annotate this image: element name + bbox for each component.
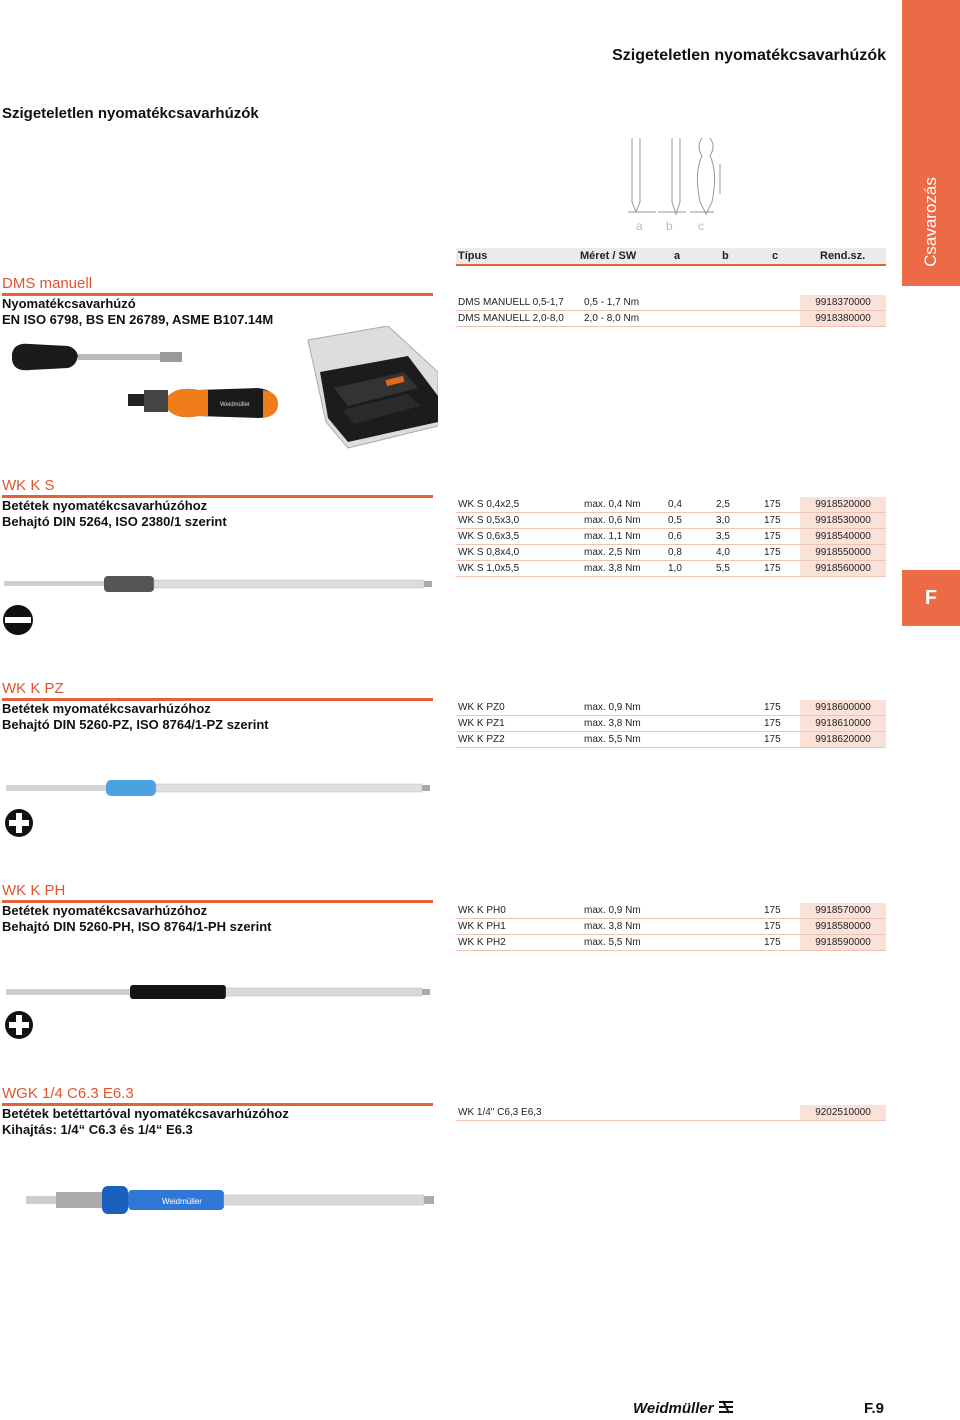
cell-size: max. 2,5 Nm: [584, 547, 641, 558]
chapter-letter-tab: F: [902, 570, 960, 626]
cell-size: max. 5,5 Nm: [584, 937, 641, 948]
table-header: [456, 248, 886, 266]
cell-c: 175: [764, 905, 781, 916]
cell-type: WK S 0,4x2,5: [458, 499, 520, 510]
cell-order-number: 9918600000: [800, 700, 886, 715]
cell-type: WK K PH0: [458, 905, 506, 916]
cell-size: max. 3,8 Nm: [584, 921, 641, 932]
cell-type: WK S 0,6x3,5: [458, 531, 520, 542]
cell-order-number: 9918560000: [800, 561, 886, 576]
table-row: [456, 1105, 886, 1121]
cell-order-number: 9918580000: [800, 919, 886, 934]
table-row: [456, 919, 886, 935]
cell-c: 175: [764, 937, 781, 948]
table-row: [456, 561, 886, 577]
table-row: [456, 311, 886, 327]
cell-size: max. 5,5 Nm: [584, 734, 641, 745]
cell-order-number: 9918610000: [800, 716, 886, 731]
dim-c-label: c: [698, 219, 704, 233]
cell-order-number: 9918540000: [800, 529, 886, 544]
section-subtitle-wkph: [2, 903, 271, 935]
col-b: b: [722, 250, 729, 262]
cell-type: WK K PZ2: [458, 734, 505, 745]
cell-c: 175: [764, 547, 781, 558]
table-row: [456, 732, 886, 748]
table-row: [456, 903, 886, 919]
cell-b: 4,0: [716, 547, 730, 558]
cell-b: 3,5: [716, 531, 730, 542]
weidmuller-logo-icon: [718, 1400, 734, 1414]
holder-brand-label: Weidmüller: [162, 1197, 202, 1206]
cell-a: 0,4: [668, 499, 682, 510]
cell-type: DMS MANUELL 0,5-1,7: [458, 297, 564, 308]
dim-b-label: b: [666, 219, 673, 233]
dim-a-label: a: [636, 219, 643, 233]
cell-size: 2,0 - 8,0 Nm: [584, 313, 640, 324]
cell-c: 175: [764, 921, 781, 932]
cell-order-number: 9202510000: [800, 1105, 886, 1120]
subtitle-line: Behajtó DIN 5260-PH, ISO 8764/1-PH szerint: [2, 919, 272, 934]
table-row: [456, 935, 886, 951]
cell-type: DMS MANUELL 2,0-8,0: [458, 313, 564, 324]
subtitle-line: Betétek myomatékcsavarhúzóhoz: [2, 701, 211, 716]
cell-order-number: 9918550000: [800, 545, 886, 560]
cell-c: 175: [764, 702, 781, 713]
cell-b: 5,5: [716, 563, 730, 574]
cell-type: WK S 0,5x3,0: [458, 515, 520, 526]
table-row: [456, 529, 886, 545]
cell-b: 2,5: [716, 499, 730, 510]
section-subtitle-dms: [2, 296, 273, 328]
cell-c: 175: [764, 734, 781, 745]
page-title: Szigeteletlen nyomatékcsavarhúzók: [2, 105, 259, 122]
cell-order-number: 9918590000: [800, 935, 886, 950]
cell-b: 3,0: [716, 515, 730, 526]
cell-size: max. 3,8 Nm: [584, 563, 641, 574]
col-c: c: [772, 250, 779, 262]
footer-brand-logo: [633, 1400, 734, 1417]
cell-size: max. 1,1 Nm: [584, 531, 641, 542]
subtitle-line: Betétek betéttartóval nyomatékcsavarhúzóhoz: [2, 1106, 289, 1121]
col-order: Rend.sz.: [820, 250, 866, 262]
slotted-tip-icon: [2, 604, 34, 636]
cell-type: WK S 0,8x4,0: [458, 547, 520, 558]
product-table-wgk: [456, 1105, 886, 1121]
page-number: F.9: [864, 1400, 885, 1417]
subtitle-line: Kihajtás: 1/4“ C6.3 és 1/4“ E6.3: [2, 1122, 193, 1137]
table-row: [456, 295, 886, 311]
pozidriv-bit-image: [0, 774, 440, 802]
product-table-wkpz: [456, 700, 886, 748]
col-type: Típus: [458, 250, 488, 262]
subtitle-line: Behajtó DIN 5260-PZ, ISO 8764/1-PZ szerint: [2, 717, 269, 732]
phillips-tip-icon: [4, 1010, 34, 1040]
section-title-wkph: WK K PH: [2, 882, 66, 899]
col-size: Méret / SW: [580, 250, 637, 262]
cell-c: 175: [764, 515, 781, 526]
section-title-wkpz: WK K PZ: [2, 680, 64, 697]
cell-type: WK K PZ0: [458, 702, 505, 713]
col-a: a: [674, 250, 681, 262]
cell-size: 0,5 - 1,7 Nm: [584, 297, 640, 308]
handle-brand-label: Weidmüller: [220, 402, 250, 408]
product-table-wkph: [456, 903, 886, 951]
phillips-bit-image: [0, 978, 440, 1006]
cell-type: WK 1/4" C6,3 E6,3: [458, 1107, 542, 1118]
cell-a: 0,6: [668, 531, 682, 542]
bit-holder-image: [22, 1182, 442, 1218]
cell-size: max. 0,6 Nm: [584, 515, 641, 526]
table-row: [456, 497, 886, 513]
subtitle-line: Betétek nyomatékcsavarhúzóhoz: [2, 903, 208, 918]
section-title-wgk: WGK 1/4 C6.3 E6.3: [2, 1085, 134, 1102]
product-table-dms: [456, 295, 886, 327]
table-row: [456, 545, 886, 561]
slotted-bit-image: [0, 570, 440, 598]
dms-product-image: [8, 326, 438, 456]
cell-type: WK K PH2: [458, 937, 506, 948]
subtitle-line: EN ISO 6798, BS EN 26789, ASME B107.14M: [2, 312, 274, 327]
cell-c: 175: [764, 531, 781, 542]
cell-c: 175: [764, 499, 781, 510]
cell-c: 175: [764, 563, 781, 574]
cell-type: WK S 1,0x5,5: [458, 563, 520, 574]
subtitle-line: Betétek nyomatékcsavarhúzóhoz: [2, 498, 208, 513]
dimension-diagram: [610, 132, 730, 236]
cell-a: 0,5: [668, 515, 682, 526]
cell-size: max. 0,9 Nm: [584, 905, 641, 916]
cell-c: 175: [764, 718, 781, 729]
section-title-dms: DMS manuell: [2, 275, 93, 292]
section-subtitle-wgk: [2, 1106, 289, 1138]
cell-size: max. 0,9 Nm: [584, 702, 641, 713]
cell-order-number: 9918370000: [800, 295, 886, 310]
subtitle-line: Behajtó DIN 5264, ISO 2380/1 szerint: [2, 514, 227, 529]
table-row: [456, 700, 886, 716]
cell-type: WK K PH1: [458, 921, 506, 932]
cell-order-number: 9918570000: [800, 903, 886, 918]
cell-size: max. 3,8 Nm: [584, 718, 641, 729]
cell-a: 0,8: [668, 547, 682, 558]
cell-order-number: 9918530000: [800, 513, 886, 528]
subtitle-line: Nyomatékcsavarhúzó: [2, 296, 136, 311]
cell-size: max. 0,4 Nm: [584, 499, 641, 510]
category-side-tab: [902, 0, 960, 286]
cell-a: 1,0: [668, 563, 682, 574]
footer-brand-text: Weidmüller: [633, 1400, 714, 1417]
cell-order-number: 9918620000: [800, 732, 886, 747]
category-label: Csavarozás: [921, 177, 940, 267]
cell-order-number: 9918380000: [800, 311, 886, 326]
section-subtitle-wkpz: [2, 701, 269, 733]
table-row: [456, 716, 886, 732]
cell-order-number: 9918520000: [800, 497, 886, 512]
section-subtitle-wks: [2, 498, 227, 530]
product-table-wks: [456, 497, 886, 577]
page-header-title: Szigeteletlen nyomatékcsavarhúzók: [612, 47, 886, 64]
pozidriv-tip-icon: [4, 808, 34, 838]
table-row: [456, 513, 886, 529]
cell-type: WK K PZ1: [458, 718, 505, 729]
section-title-wks: WK K S: [2, 477, 55, 494]
